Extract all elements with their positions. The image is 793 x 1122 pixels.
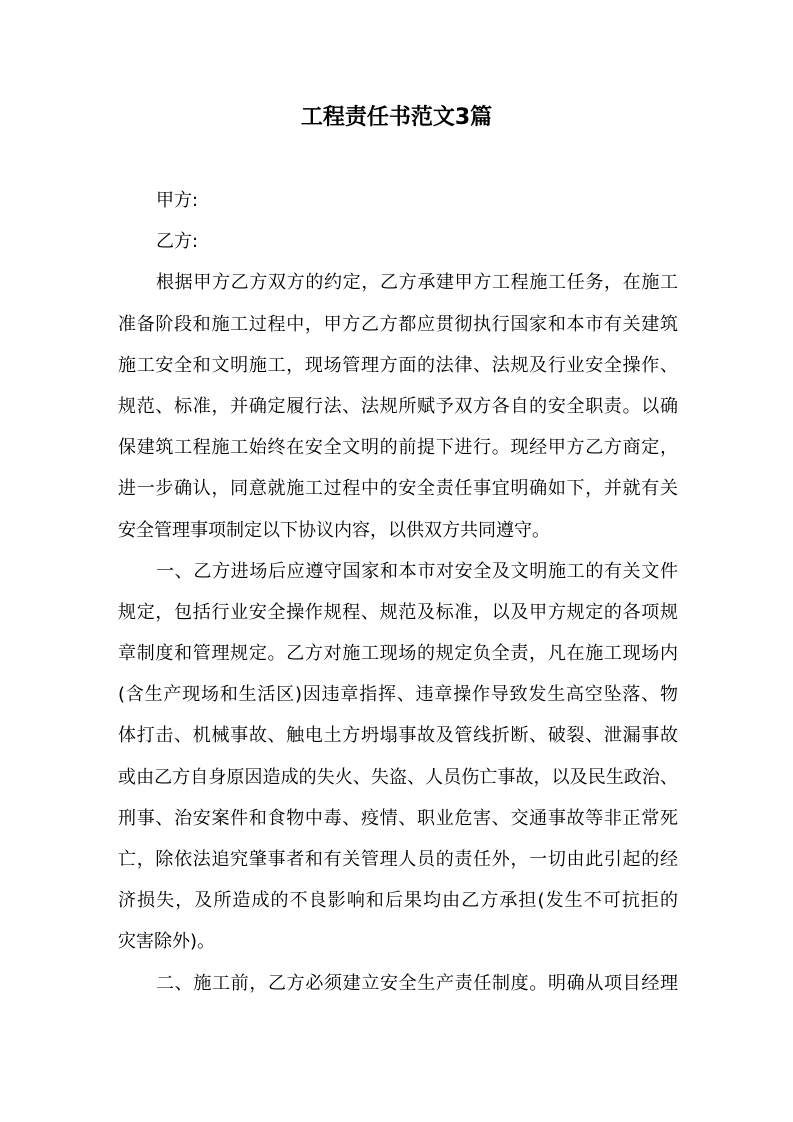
document-title: 工程责任书范文3篇	[300, 105, 493, 130]
clause-line: 济损失，及所造成的不良影响和后果均由乙方承担(发生不可抗拒的	[118, 890, 678, 912]
paragraph-line: 保建筑工程施工始终在安全文明的前提下进行。现经甲方乙方商定，	[118, 437, 678, 459]
paragraph-line: 准备阶段和施工过程中，甲方乙方都应贯彻执行国家和本市有关建筑	[118, 313, 678, 335]
paragraph-line: 安全管理事项制定以下协议内容，以供双方共同遵守。	[118, 519, 550, 541]
clause-line: 二、施工前，乙方必须建立安全生产责任制度。明确从项目经理	[156, 972, 678, 994]
clause-line: 灾害除外)。	[118, 931, 216, 953]
clause-line: 一、乙方进场后应遵守国家和本市对安全及文明施工的有关文件	[156, 560, 678, 582]
paragraph-line: 进一步确认，同意就施工过程中的安全责任事宜明确如下，并就有关	[118, 478, 678, 500]
clause-line: 体打击、机械事故、触电土方坍塌事故及管线折断、破裂、泄漏事故	[118, 725, 678, 747]
paragraph-line: 施工安全和文明施工，现场管理方面的法律、法规及行业安全操作、	[118, 354, 678, 376]
clause-line: 章制度和管理规定。乙方对施工现场的规定负全责，凡在施工现场内	[118, 643, 678, 665]
clause-line: 或由乙方自身原因造成的失火、失盗、人员伤亡事故，以及民生政治、	[118, 766, 678, 788]
paragraph-line: 根据甲方乙方双方的约定，乙方承建甲方工程施工任务，在施工	[156, 272, 678, 294]
party-a-line: 甲方:	[156, 190, 199, 211]
paragraph-line: 规范、标准，并确定履行法、法规所赋予双方各自的安全职责。以确	[118, 395, 678, 417]
party-b-line: 乙方:	[156, 231, 199, 253]
clause-line: (含生产现场和生活区)因违章指挥、违章操作导致发生高空坠落、物	[118, 684, 678, 706]
clause-line: 亡，除依法追究肇事者和有关管理人员的责任外，一切由此引起的经	[118, 849, 678, 870]
clause-line: 规定，包括行业安全操作规程、规范及标准，以及甲方规定的各项规	[118, 601, 678, 623]
document-body	[118, 180, 678, 1004]
clause-line: 刑事、治安案件和食物中毒、疫情、职业危害、交通事故等非正常死	[118, 807, 678, 829]
